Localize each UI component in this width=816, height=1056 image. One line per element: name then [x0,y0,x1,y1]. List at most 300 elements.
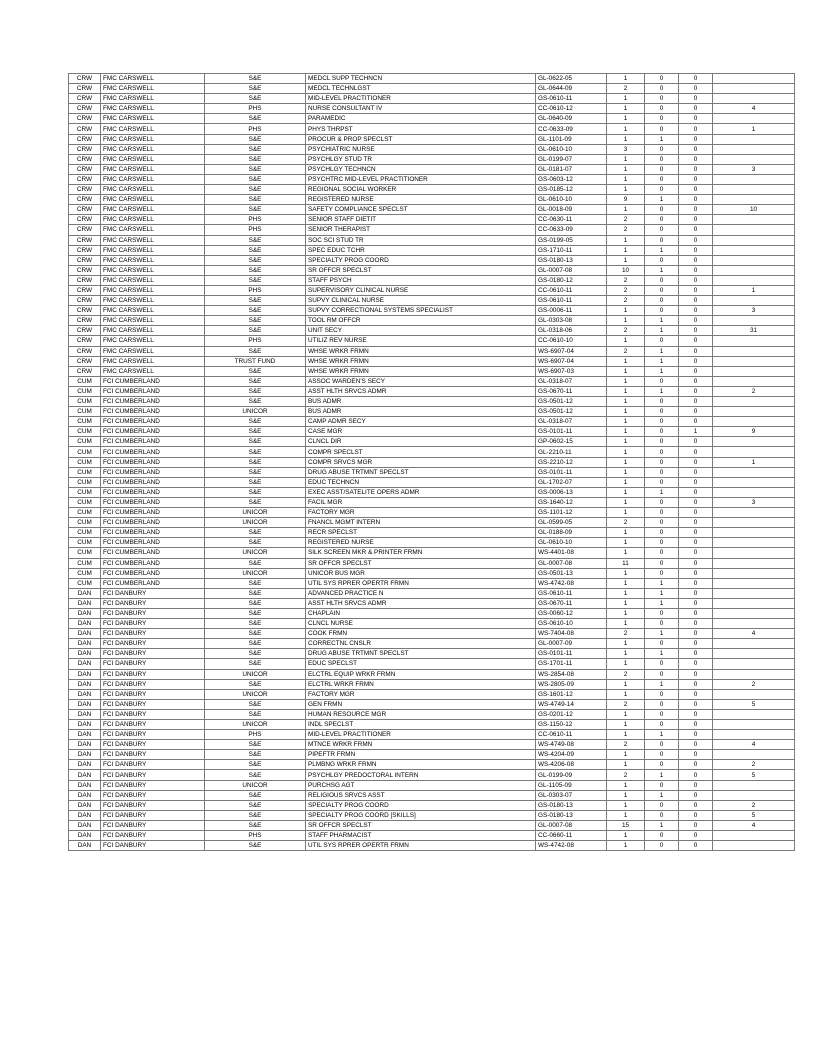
count2-cell: 0 [645,689,679,699]
count2-cell: 0 [645,336,679,346]
grade-cell: WS-6907-03 [536,366,607,376]
count2-cell: 0 [645,174,679,184]
fund-cell: S&E [205,296,306,306]
count2-cell: 0 [645,568,679,578]
count-cell: 1 [607,528,645,538]
facility-name-cell: FMC CARSWELL [101,215,205,225]
count3-cell: 1 [679,427,713,437]
extra-cell [713,195,795,205]
extra-cell: 4 [713,104,795,114]
extra-cell: 1 [713,285,795,295]
count-cell: 1 [607,608,645,618]
grade-cell: GS-0101-11 [536,427,607,437]
fund-cell: S&E [205,174,306,184]
count2-cell: 1 [645,195,679,205]
count3-cell: 0 [679,568,713,578]
count-cell: 3 [607,144,645,154]
count2-cell: 0 [645,780,679,790]
count-cell: 1 [607,316,645,326]
count-cell: 2 [607,285,645,295]
extra-cell [713,780,795,790]
facility-code-cell: CUM [69,467,101,477]
grade-cell: GL-0199-07 [536,154,607,164]
position-title-cell: RELIGIOUS SRVCS ASST [306,790,536,800]
count3-cell: 0 [679,477,713,487]
count2-cell: 0 [645,669,679,679]
count2-cell: 1 [645,820,679,830]
count3-cell: 0 [679,659,713,669]
count-cell: 1 [607,548,645,558]
facility-code-cell: DAN [69,629,101,639]
fund-cell: S&E [205,144,306,154]
facility-name-cell: FCI DANBURY [101,820,205,830]
fund-cell: S&E [205,679,306,689]
fund-cell: S&E [205,608,306,618]
extra-cell [713,619,795,629]
position-title-cell: MID-LEVEL PRACTITIONER [306,730,536,740]
table-row [69,296,795,306]
count-cell: 1 [607,427,645,437]
facility-code-cell: CUM [69,558,101,568]
count-cell: 2 [607,346,645,356]
facility-name-cell: FMC CARSWELL [101,245,205,255]
grade-cell: CC-0610-12 [536,104,607,114]
table-row [69,336,795,346]
fund-cell: S&E [205,699,306,709]
grade-cell: WS-4204-09 [536,750,607,760]
fund-cell: S&E [205,619,306,629]
extra-cell [713,397,795,407]
position-title-cell: WHSE WRKR FRMN [306,366,536,376]
facility-name-cell: FCI CUMBERLAND [101,397,205,407]
grade-cell: GL-2210-11 [536,447,607,457]
count3-cell: 0 [679,386,713,396]
facility-code-cell: DAN [69,780,101,790]
table-row [69,518,795,528]
position-title-cell: STAFF PSYCH [306,275,536,285]
count2-cell: 0 [645,528,679,538]
count-cell: 1 [607,598,645,608]
fund-cell: S&E [205,306,306,316]
fund-cell: S&E [205,265,306,275]
grade-cell: GS-0610-10 [536,619,607,629]
facility-code-cell: DAN [69,659,101,669]
extra-cell [713,336,795,346]
table-row [69,366,795,376]
count2-cell: 0 [645,104,679,114]
position-title-cell: SR OFFCR SPECLST [306,820,536,830]
count-cell: 1 [607,437,645,447]
count-cell: 1 [607,306,645,316]
table-row [69,407,795,417]
facility-code-cell: CRW [69,104,101,114]
grade-cell: GS-0610-11 [536,296,607,306]
count3-cell: 0 [679,255,713,265]
count2-cell: 0 [645,235,679,245]
count-cell: 1 [607,619,645,629]
facility-name-cell: FCI DANBURY [101,780,205,790]
extra-cell [713,316,795,326]
table-row [69,427,795,437]
extra-cell [713,709,795,719]
grade-cell: GS-0060-12 [536,608,607,618]
table-row [69,174,795,184]
facility-name-cell: FMC CARSWELL [101,316,205,326]
position-title-cell: PARAMEDIC [306,114,536,124]
count3-cell: 0 [679,518,713,528]
fund-cell: S&E [205,457,306,467]
facility-name-cell: FMC CARSWELL [101,195,205,205]
fund-cell: UNICOR [205,548,306,558]
count3-cell: 0 [679,265,713,275]
position-title-cell: MEDCL TECHNLGST [306,84,536,94]
grade-cell: GS-0603-12 [536,174,607,184]
facility-name-cell: FCI CUMBERLAND [101,497,205,507]
count2-cell: 0 [645,215,679,225]
extra-cell [713,841,795,851]
count3-cell: 0 [679,164,713,174]
fund-cell: S&E [205,558,306,568]
table-body [69,74,795,851]
facility-name-cell: FMC CARSWELL [101,346,205,356]
facility-code-cell: CRW [69,285,101,295]
facility-code-cell: CUM [69,508,101,518]
fund-cell: S&E [205,528,306,538]
facility-name-cell: FCI CUMBERLAND [101,407,205,417]
fund-cell: S&E [205,94,306,104]
count2-cell: 1 [645,578,679,588]
facility-code-cell: DAN [69,598,101,608]
table-row [69,709,795,719]
facility-name-cell: FCI CUMBERLAND [101,518,205,528]
facility-code-cell: CUM [69,417,101,427]
facility-name-cell: FCI DANBURY [101,810,205,820]
facility-name-cell: FCI DANBURY [101,740,205,750]
count3-cell: 0 [679,558,713,568]
count-cell: 10 [607,265,645,275]
position-title-cell: FACIL MGR [306,497,536,507]
extra-cell: 5 [713,699,795,709]
count3-cell: 0 [679,174,713,184]
table-row [69,679,795,689]
count-cell: 1 [607,720,645,730]
extra-cell [713,84,795,94]
grade-cell: GS-1150-12 [536,720,607,730]
fund-cell: S&E [205,659,306,669]
grade-cell: WS-4742-08 [536,841,607,851]
count-cell: 1 [607,164,645,174]
count-cell: 1 [607,810,645,820]
facility-code-cell: DAN [69,770,101,780]
extra-cell: 3 [713,164,795,174]
count2-cell: 0 [645,548,679,558]
table-row [69,185,795,195]
count3-cell: 0 [679,639,713,649]
facility-name-cell: FCI CUMBERLAND [101,417,205,427]
position-title-cell: FACTORY MGR [306,689,536,699]
fund-cell: UNICOR [205,568,306,578]
count-cell: 1 [607,104,645,114]
table-row [69,608,795,618]
fund-cell: S&E [205,598,306,608]
fund-cell: S&E [205,275,306,285]
extra-cell [713,730,795,740]
count3-cell: 0 [679,740,713,750]
count-cell: 1 [607,235,645,245]
fund-cell: S&E [205,800,306,810]
grade-cell: CC-0633-09 [536,225,607,235]
fund-cell: S&E [205,205,306,215]
position-title-cell: COMPR SRVCS MGR [306,457,536,467]
extra-cell [713,366,795,376]
fund-cell: S&E [205,386,306,396]
fund-cell: PHS [205,336,306,346]
facility-code-cell: CRW [69,306,101,316]
count-cell: 1 [607,659,645,669]
position-title-cell: DRUG ABUSE TRTMNT SPECLST [306,467,536,477]
count-cell: 11 [607,558,645,568]
extra-cell [713,790,795,800]
position-title-cell: COOK FRMN [306,629,536,639]
grade-cell: GL-0007-08 [536,265,607,275]
extra-cell: 5 [713,770,795,780]
facility-name-cell: FCI DANBURY [101,770,205,780]
count-cell: 1 [607,397,645,407]
extra-cell: 10 [713,205,795,215]
grade-cell: GS-1710-11 [536,245,607,255]
table-row [69,477,795,487]
count2-cell: 0 [645,841,679,851]
facility-name-cell: FCI CUMBERLAND [101,467,205,477]
table-row [69,326,795,336]
position-title-cell: ELCTRL EQUIP WRKR FRMN [306,669,536,679]
count2-cell: 0 [645,154,679,164]
facility-name-cell: FCI CUMBERLAND [101,457,205,467]
fund-cell: S&E [205,195,306,205]
count3-cell: 0 [679,730,713,740]
grade-cell: GS-0180-13 [536,810,607,820]
facility-code-cell: DAN [69,820,101,830]
facility-code-cell: DAN [69,639,101,649]
facility-code-cell: CUM [69,457,101,467]
count-cell: 1 [607,477,645,487]
grade-cell: GS-0101-11 [536,649,607,659]
count2-cell: 0 [645,114,679,124]
count-cell: 1 [607,407,645,417]
extra-cell: 1 [713,124,795,134]
facility-name-cell: FCI CUMBERLAND [101,386,205,396]
table-row [69,195,795,205]
count-cell: 1 [607,154,645,164]
extra-cell [713,356,795,366]
facility-code-cell: CRW [69,94,101,104]
facility-code-cell: DAN [69,730,101,740]
position-title-cell: PSYCHLGY TECHNCN [306,164,536,174]
facility-code-cell: CRW [69,356,101,366]
count2-cell: 0 [645,659,679,669]
count-cell: 1 [607,94,645,104]
facility-name-cell: FMC CARSWELL [101,205,205,215]
table-row [69,205,795,215]
count2-cell: 0 [645,84,679,94]
table-row [69,386,795,396]
fund-cell: UNICOR [205,780,306,790]
count-cell: 1 [607,457,645,467]
grade-cell: WS-7404-08 [536,629,607,639]
facility-code-cell: CRW [69,124,101,134]
facility-code-cell: CUM [69,487,101,497]
count-cell: 1 [607,508,645,518]
count-cell: 2 [607,629,645,639]
extra-cell [713,598,795,608]
count3-cell: 0 [679,185,713,195]
position-title-cell: ELCTRL WRKR FRMN [306,679,536,689]
count3-cell: 0 [679,154,713,164]
count2-cell: 1 [645,245,679,255]
count-cell: 2 [607,518,645,528]
table-row [69,528,795,538]
table-row [69,699,795,709]
table-row [69,285,795,295]
facility-name-cell: FCI CUMBERLAND [101,447,205,457]
facility-name-cell: FMC CARSWELL [101,356,205,366]
fund-cell: PHS [205,831,306,841]
count2-cell: 1 [645,316,679,326]
count-cell: 1 [607,730,645,740]
grade-cell: WS-4749-08 [536,740,607,750]
position-title-cell: PROCUR & PROP SPECLST [306,134,536,144]
extra-cell [713,669,795,679]
facility-name-cell: FCI DANBURY [101,699,205,709]
count-cell: 1 [607,134,645,144]
count3-cell: 0 [679,497,713,507]
facility-name-cell: FMC CARSWELL [101,114,205,124]
position-title-cell: FNANCL MGMT INTERN [306,518,536,528]
grade-cell: GS-0180-13 [536,800,607,810]
facility-code-cell: CRW [69,265,101,275]
table-row [69,588,795,598]
count3-cell: 0 [679,296,713,306]
fund-cell: S&E [205,235,306,245]
position-title-cell: MID-LEVEL PRACTITIONER [306,94,536,104]
fund-cell: S&E [205,397,306,407]
fund-cell: S&E [205,770,306,780]
table-row [69,831,795,841]
count2-cell: 1 [645,770,679,780]
table-row [69,770,795,780]
count3-cell: 0 [679,275,713,285]
extra-cell: 3 [713,306,795,316]
grade-cell: GL-0318-07 [536,417,607,427]
count-cell: 2 [607,296,645,306]
grade-cell: GL-0303-08 [536,316,607,326]
grade-cell: WS-6907-04 [536,356,607,366]
extra-cell [713,750,795,760]
position-title-cell: UTIL SYS RPRER OPERTR FRMN [306,841,536,851]
position-title-cell: SUPVY CLINICAL NURSE [306,296,536,306]
count-cell: 1 [607,790,645,800]
grade-cell: GS-1640-12 [536,497,607,507]
extra-cell: 4 [713,820,795,830]
count3-cell: 0 [679,144,713,154]
facility-code-cell: CUM [69,568,101,578]
facility-name-cell: FCI CUMBERLAND [101,477,205,487]
extra-cell: 1 [713,457,795,467]
count3-cell: 0 [679,800,713,810]
fund-cell: S&E [205,477,306,487]
grade-cell: GS-0185-12 [536,185,607,195]
table-row [69,235,795,245]
facility-name-cell: FMC CARSWELL [101,94,205,104]
fund-cell: S&E [205,316,306,326]
count2-cell: 0 [645,639,679,649]
extra-cell: 2 [713,386,795,396]
table-row [69,508,795,518]
facility-code-cell: CUM [69,518,101,528]
count-cell: 1 [607,679,645,689]
grade-cell: GS-1101-12 [536,508,607,518]
extra-cell [713,437,795,447]
extra-cell: 31 [713,326,795,336]
count3-cell: 0 [679,457,713,467]
count2-cell: 0 [645,467,679,477]
count3-cell: 0 [679,508,713,518]
extra-cell: 4 [713,740,795,750]
facility-name-cell: FCI DANBURY [101,619,205,629]
count3-cell: 0 [679,790,713,800]
facility-code-cell: DAN [69,619,101,629]
facility-name-cell: FCI CUMBERLAND [101,427,205,437]
count2-cell: 0 [645,417,679,427]
count-cell: 2 [607,770,645,780]
grade-cell: GL-1105-09 [536,780,607,790]
facility-name-cell: FCI CUMBERLAND [101,538,205,548]
position-title-cell: SUPERVISORY CLINICAL NURSE [306,285,536,295]
count3-cell: 0 [679,205,713,215]
facility-code-cell: DAN [69,740,101,750]
facility-name-cell: FMC CARSWELL [101,306,205,316]
position-title-cell: TOOL RM OFFCR [306,316,536,326]
grade-cell: GL-0318-07 [536,376,607,386]
position-title-cell: WHSE WRKR FRMN [306,346,536,356]
position-title-cell: EDUC TECHNCN [306,477,536,487]
facility-name-cell: FMC CARSWELL [101,185,205,195]
table-row [69,780,795,790]
facility-code-cell: CRW [69,195,101,205]
extra-cell [713,447,795,457]
fund-cell: S&E [205,366,306,376]
extra-cell [713,245,795,255]
fund-cell: PHS [205,215,306,225]
count2-cell: 0 [645,285,679,295]
count-cell: 1 [607,386,645,396]
grade-cell: CC-0633-09 [536,124,607,134]
position-title-cell: CORRECTNL CNSLR [306,639,536,649]
position-title-cell: ASST HLTH SRVCS ADMR [306,598,536,608]
count3-cell: 0 [679,285,713,295]
count-cell: 1 [607,124,645,134]
extra-cell [713,255,795,265]
fund-cell: S&E [205,255,306,265]
grade-cell: GS-0006-13 [536,487,607,497]
count3-cell: 0 [679,689,713,699]
count2-cell: 0 [645,275,679,285]
count3-cell: 0 [679,841,713,851]
position-title-cell: CASE MGR [306,427,536,437]
facility-code-cell: DAN [69,841,101,851]
extra-cell [713,225,795,235]
count-cell: 1 [607,417,645,427]
